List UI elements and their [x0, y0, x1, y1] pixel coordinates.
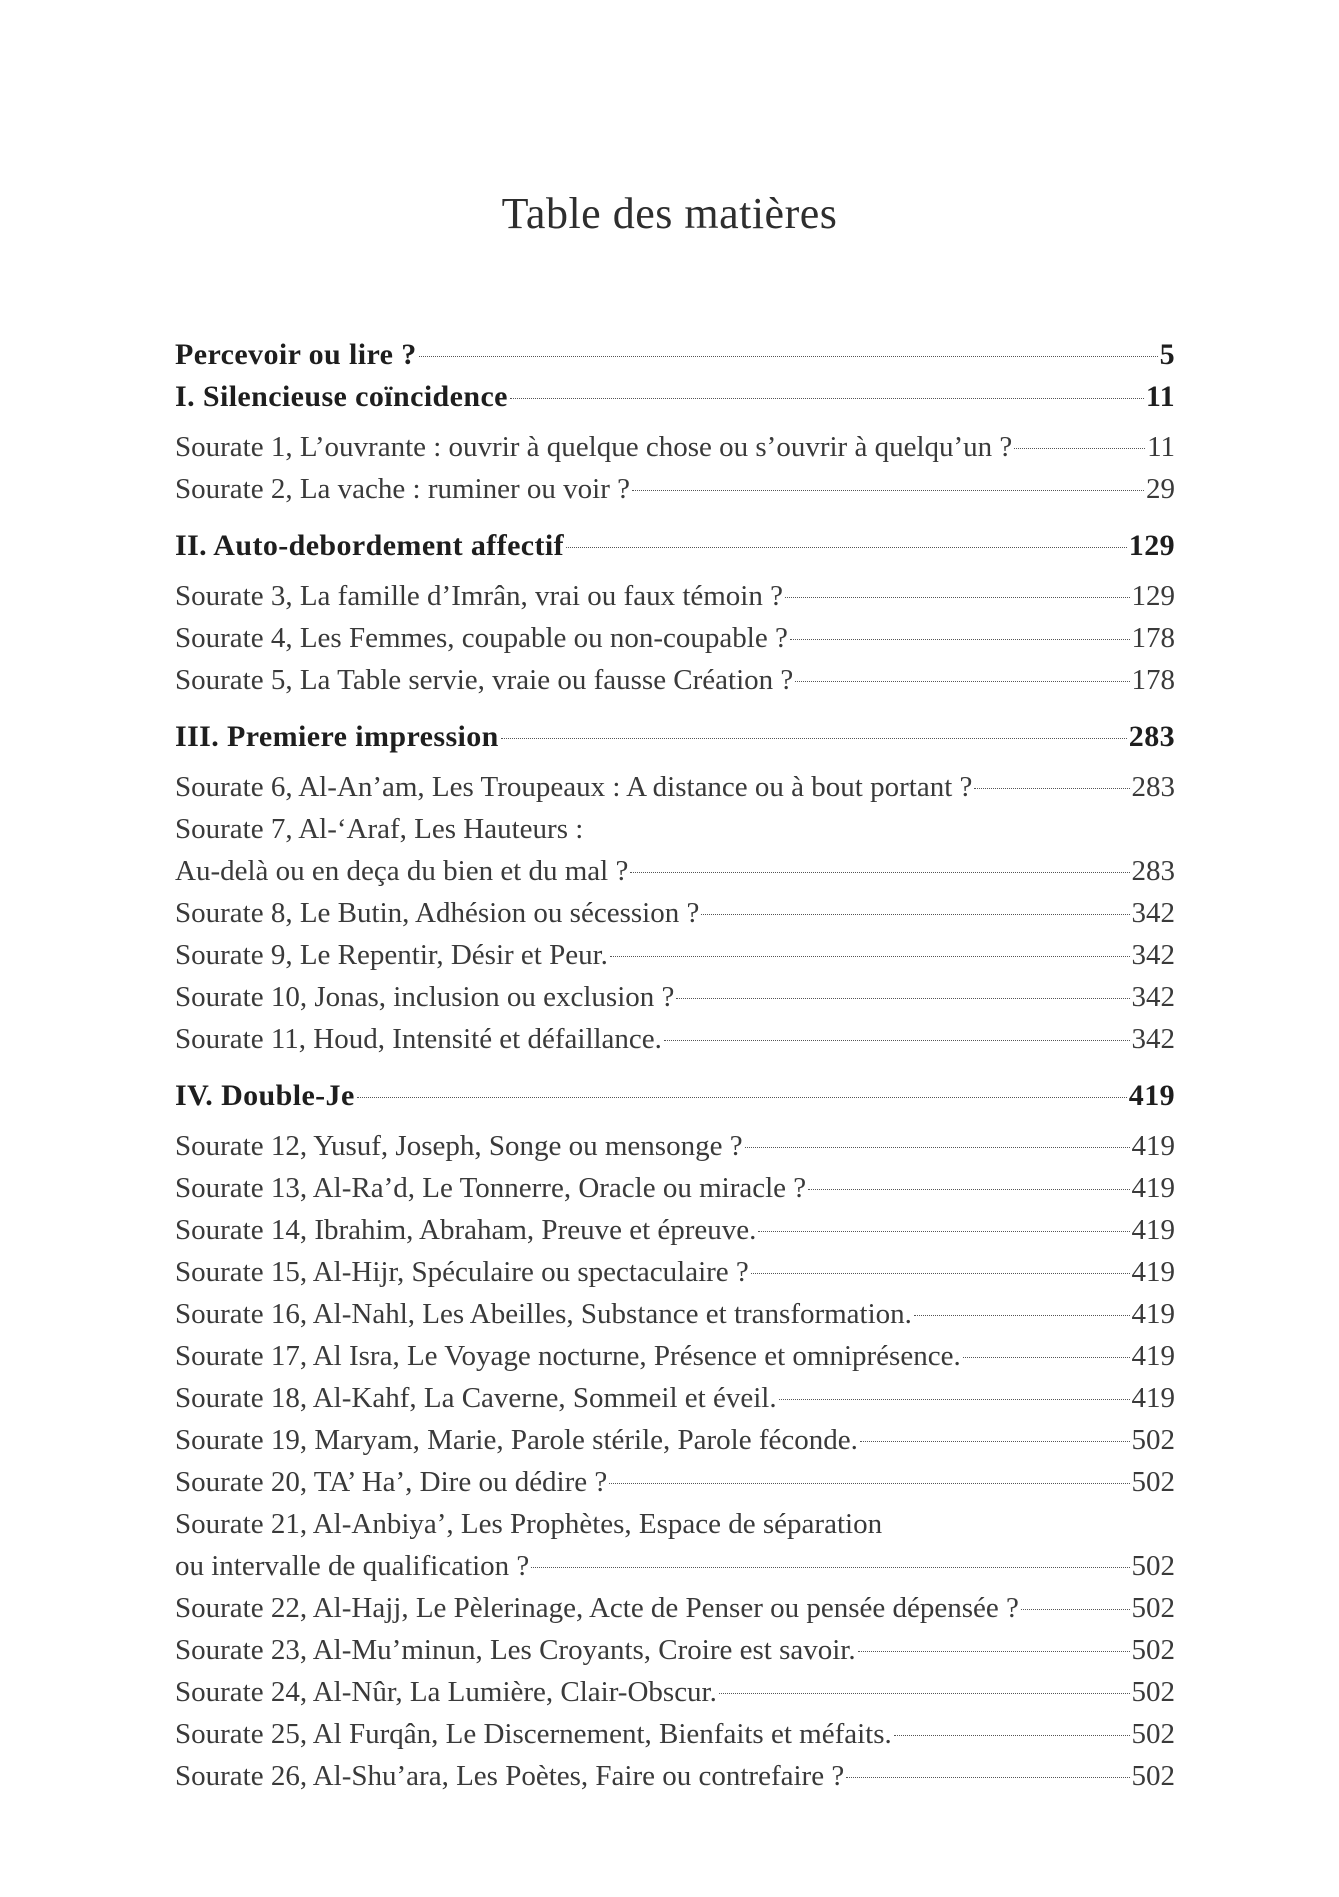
- toc-entry: [175, 1335, 1175, 1377]
- dot-leader: [779, 1399, 1130, 1400]
- toc-entry: [175, 1713, 1175, 1755]
- toc-page-number: 342: [1131, 897, 1175, 929]
- dot-leader: [858, 1651, 1130, 1652]
- toc-entry: [175, 1293, 1175, 1335]
- toc-entry-title: Sourate 11, Houd, Intensité et défaillance.: [175, 1023, 662, 1055]
- toc-entry: [175, 659, 1175, 701]
- toc-page-number: 419: [1131, 1256, 1175, 1288]
- page-title: Table des matières: [501, 189, 838, 238]
- toc-entry-title: Sourate 3, La famille d’Imrân, vrai ou faux témoin ?: [175, 580, 783, 612]
- dot-leader: [751, 1273, 1130, 1274]
- dot-leader: [1014, 448, 1145, 449]
- toc-page-number: 502: [1131, 1676, 1175, 1708]
- dot-leader: [745, 1147, 1130, 1148]
- toc-entry: [175, 892, 1175, 934]
- dot-leader: [632, 490, 1144, 491]
- toc-page-number: 419: [1131, 1382, 1175, 1414]
- toc-entry-title: Sourate 26, Al-Shu’ara, Les Poètes, Faire ou contrefaire ?: [175, 1760, 845, 1792]
- toc-page-number: 419: [1131, 1172, 1175, 1204]
- toc-entry-title: I. Silencieuse coïncidence: [175, 380, 508, 413]
- toc-entry-title: IV. Double-Je: [175, 1079, 355, 1112]
- dot-leader: [419, 356, 1158, 357]
- toc-entry-title: Sourate 17, Al Isra, Le Voyage nocturne, Présence et omniprésence.: [175, 1340, 961, 1372]
- toc-entry: [175, 1377, 1175, 1419]
- toc-page-number: 419: [1131, 1340, 1175, 1372]
- toc-page-number: 502: [1131, 1424, 1175, 1456]
- toc-entry-title: Sourate 21, Al-Anbiya’, Les Prophètes, Espace de séparation: [175, 1508, 883, 1540]
- toc-page-number: 342: [1131, 1023, 1175, 1055]
- dot-leader: [664, 1040, 1130, 1041]
- toc-entry: [175, 617, 1175, 659]
- dot-leader: [719, 1693, 1130, 1694]
- toc-entry: [175, 1251, 1175, 1293]
- toc-entry-title: Sourate 6, Al-An’am, Les Troupeaux : A distance ou à bout portant ?: [175, 771, 973, 803]
- toc-entry-title: Sourate 16, Al-Nahl, Les Abeilles, Substance et transformation.: [175, 1298, 912, 1330]
- toc-entry-title: Sourate 14, Ibrahim, Abraham, Preuve et épreuve.: [175, 1214, 757, 1246]
- toc-entry: [175, 1461, 1175, 1503]
- toc-entry-title: Au-delà ou en deça du bien et du mal ?: [175, 855, 629, 887]
- dot-leader: [974, 788, 1129, 789]
- toc-entry: [175, 426, 1175, 468]
- dot-leader: [610, 956, 1130, 957]
- toc-entry-title: Sourate 12, Yusuf, Joseph, Songe ou mensonge ?: [175, 1130, 743, 1162]
- dot-leader: [501, 738, 1127, 739]
- dot-leader: [630, 872, 1129, 873]
- toc-entry-title: Sourate 4, Les Femmes, coupable ou non-coupable ?: [175, 622, 788, 654]
- toc-entry-title: Sourate 22, Al-Hajj, Le Pèlerinage, Acte de Penser ou pensée dépensée ?: [175, 1592, 1019, 1624]
- toc-page-number: 283: [1128, 720, 1175, 753]
- toc-entry-title: Sourate 7, Al-‘Araf, Les Hauteurs :: [175, 813, 584, 845]
- toc-entry-title: Sourate 10, Jonas, inclusion ou exclusion ?: [175, 981, 675, 1013]
- toc-entry: [175, 1419, 1175, 1461]
- toc-entry: [175, 1018, 1175, 1060]
- toc-page-number: 502: [1131, 1760, 1175, 1792]
- dot-leader: [808, 1189, 1129, 1190]
- toc-page-number: 342: [1131, 981, 1175, 1013]
- dot-leader: [566, 547, 1127, 548]
- toc-page-number: 178: [1131, 664, 1175, 696]
- dot-leader: [790, 639, 1130, 640]
- dot-leader: [531, 1567, 1129, 1568]
- dot-leader: [1021, 1609, 1130, 1610]
- toc-entry-title: Sourate 9, Le Repentir, Désir et Peur.: [175, 939, 608, 971]
- toc-section-heading: [175, 376, 1175, 418]
- dot-leader: [860, 1441, 1130, 1442]
- toc-page-number: 502: [1131, 1550, 1175, 1582]
- dot-leader: [795, 681, 1129, 682]
- toc-entry-title: Percevoir ou lire ?: [175, 338, 417, 371]
- toc-entry: [175, 1167, 1175, 1209]
- dot-leader: [785, 597, 1130, 598]
- toc-entry-title: Sourate 13, Al-Ra’d, Le Tonnerre, Oracle ou miracle ?: [175, 1172, 807, 1204]
- toc-entry-title: Sourate 23, Al-Mu’minun, Les Croyants, Croire est savoir.: [175, 1634, 856, 1666]
- dot-leader: [510, 398, 1144, 399]
- toc-entry: [175, 766, 1175, 808]
- toc-section-heading: [175, 1075, 1175, 1117]
- toc-entry-title: Sourate 18, Al-Kahf, La Caverne, Sommeil et éveil.: [175, 1382, 777, 1414]
- table-of-contents: [175, 334, 1175, 1797]
- toc-entry: [175, 1125, 1175, 1167]
- dot-leader: [701, 914, 1129, 915]
- toc-entry-title: Sourate 1, L’ouvrante : ouvrir à quelque chose ou s’ouvrir à quelqu’un ?: [175, 431, 1013, 463]
- toc-entry: [175, 1755, 1175, 1797]
- dot-leader: [894, 1735, 1130, 1736]
- toc-entry: [175, 1209, 1175, 1251]
- toc-entry: [175, 1671, 1175, 1713]
- toc-page-number: 11: [1145, 380, 1175, 413]
- toc-entry-title: II. Auto-debordement affectif: [175, 529, 565, 562]
- toc-entry-title: ou intervalle de qualification ?: [175, 1550, 530, 1582]
- toc-entry: [175, 1587, 1175, 1629]
- toc-entry: [175, 468, 1175, 510]
- toc-page-number: 11: [1147, 431, 1175, 463]
- dot-leader: [963, 1357, 1130, 1358]
- dot-leader: [846, 1777, 1129, 1778]
- toc-entry: [175, 1545, 1175, 1587]
- toc-entry-title: Sourate 5, La Table servie, vraie ou fausse Création ?: [175, 664, 794, 696]
- toc-entry: [175, 808, 1175, 850]
- toc-entry-title: Sourate 15, Al-Hijr, Spéculaire ou spectaculaire ?: [175, 1256, 749, 1288]
- toc-entry-title: Sourate 19, Maryam, Marie, Parole stérile, Parole féconde.: [175, 1424, 858, 1456]
- toc-entry-title: Sourate 20, TA’ Ha’, Dire ou dédire ?: [175, 1466, 608, 1498]
- toc-page-number: 502: [1131, 1466, 1175, 1498]
- toc-page-number: 502: [1131, 1592, 1175, 1624]
- dot-leader: [758, 1231, 1129, 1232]
- toc-page-number: 283: [1131, 855, 1175, 887]
- dot-leader: [609, 1483, 1129, 1484]
- toc-entry-title: Sourate 2, La vache : ruminer ou voir ?: [175, 473, 630, 505]
- toc-entry: [175, 1629, 1175, 1671]
- dot-leader: [676, 998, 1129, 999]
- dot-leader: [914, 1315, 1130, 1316]
- toc-section-heading: [175, 525, 1175, 567]
- toc-page-number: 502: [1131, 1634, 1175, 1666]
- dot-leader: [357, 1097, 1127, 1098]
- toc-page-number: 178: [1131, 622, 1175, 654]
- toc-page-number: 283: [1131, 771, 1175, 803]
- toc-page-number: 129: [1131, 580, 1175, 612]
- toc-section-heading: [175, 334, 1175, 376]
- toc-entry: [175, 575, 1175, 617]
- toc-entry: [175, 1503, 1175, 1545]
- toc-entry: [175, 976, 1175, 1018]
- toc-entry: [175, 850, 1175, 892]
- toc-page-number: 129: [1128, 529, 1175, 562]
- toc-page-number: 502: [1131, 1718, 1175, 1750]
- toc-entry: [175, 934, 1175, 976]
- toc-page-number: 419: [1131, 1130, 1175, 1162]
- toc-section-heading: [175, 716, 1175, 758]
- toc-entry-title: Sourate 24, Al-Nûr, La Lumière, Clair-Obscur.: [175, 1676, 717, 1708]
- toc-page-number: 342: [1131, 939, 1175, 971]
- toc-page-number: 419: [1128, 1079, 1175, 1112]
- toc-page-number: 5: [1159, 338, 1175, 371]
- toc-page-number: 29: [1146, 473, 1175, 505]
- toc-page-number: 419: [1131, 1298, 1175, 1330]
- toc-entry-title: Sourate 25, Al Furqân, Le Discernement, Bienfaits et méfaits.: [175, 1718, 892, 1750]
- toc-page-number: 419: [1131, 1214, 1175, 1246]
- toc-entry-title: Sourate 8, Le Butin, Adhésion ou sécession ?: [175, 897, 700, 929]
- toc-entry-title: III. Premiere impression: [175, 720, 499, 753]
